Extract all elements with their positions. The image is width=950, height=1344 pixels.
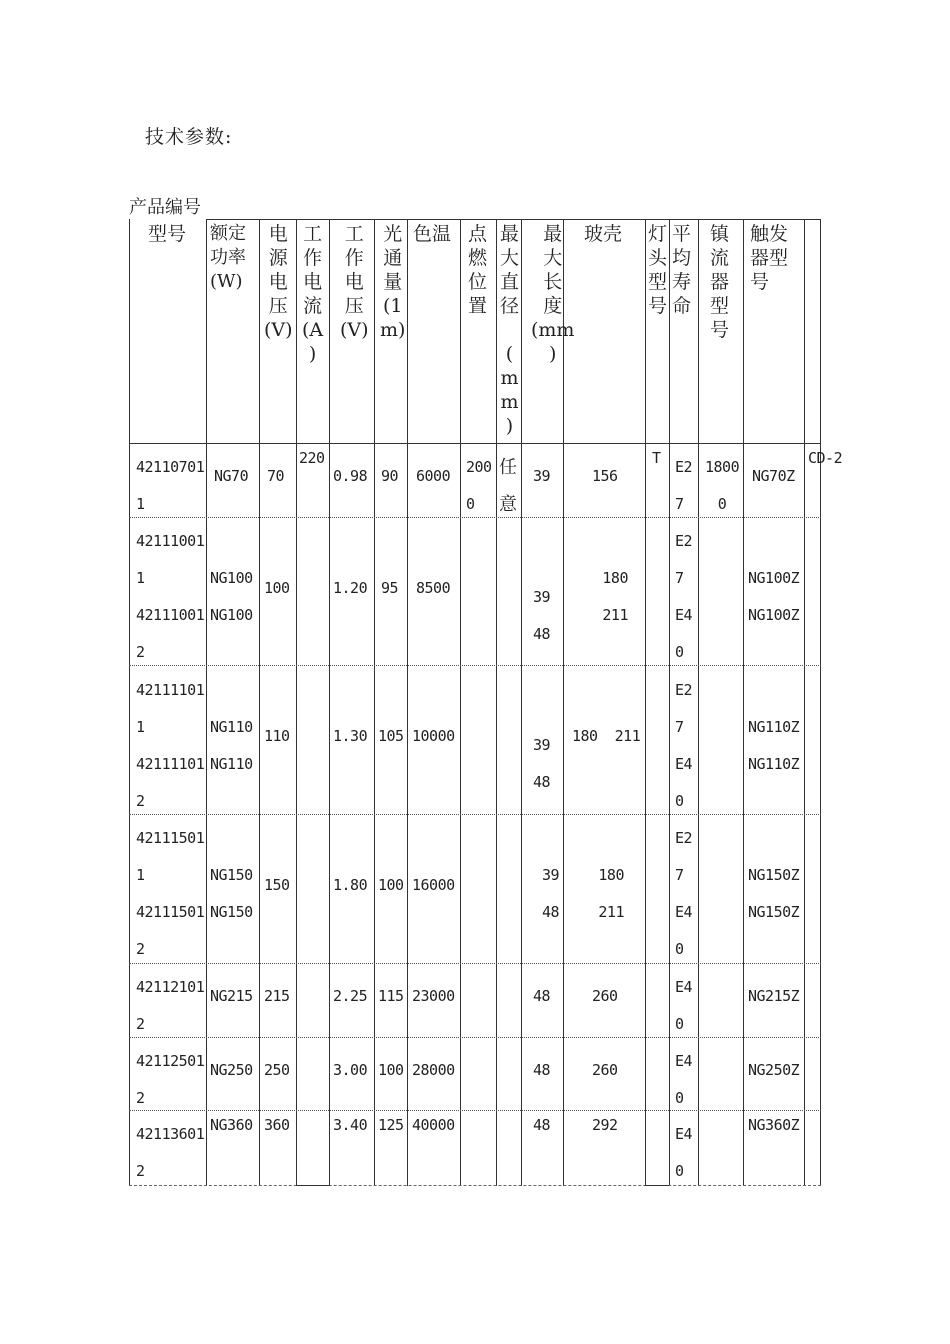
table-cell: 42111501 1 42111501 2: [136, 829, 205, 958]
table-cell: 200 0: [466, 458, 492, 513]
table-cell: 156: [592, 467, 618, 485]
table-cell: 2.25: [333, 987, 368, 1005]
table-cell: 95: [381, 579, 399, 597]
table-cell: 115: [378, 987, 404, 1005]
table-cell: E2 7 E4 0: [675, 829, 693, 958]
table-cell: 110: [264, 727, 290, 745]
table-cell: 3.40: [333, 1116, 368, 1134]
table-cell: 8500: [416, 579, 451, 597]
header-bulb: 玻壳: [584, 223, 623, 245]
table-cell: 292: [592, 1116, 618, 1134]
table-cell: NG70: [214, 467, 249, 485]
table-cell: 42111101 1 42111101 2: [136, 681, 205, 810]
table-cell: NG150Z NG150Z: [748, 866, 800, 921]
table-cell: E4 0: [675, 1125, 693, 1180]
header-max-diameter: 最 大 直 径 ( m m ): [500, 223, 520, 437]
table-cell: 40000: [412, 1116, 455, 1134]
table-cell: 100: [264, 579, 290, 597]
table-caption: 产品编号: [129, 197, 201, 218]
table-cell: 220: [299, 449, 325, 467]
table-cell: 360: [264, 1116, 290, 1134]
table-cell: 250: [264, 1061, 290, 1079]
table-cell: NG215Z: [748, 987, 800, 1005]
table-cell: 260: [592, 1061, 618, 1079]
table-cell: 180 211: [602, 569, 628, 624]
table-cell: NG360: [210, 1116, 253, 1134]
table-cell: 48: [533, 1061, 551, 1079]
table-cell: E2 7 E4 0: [675, 681, 693, 810]
header-rated-power: 额定 功率 (W): [210, 223, 246, 292]
header-max-length: 最 大 长 度 (mm ): [531, 223, 575, 365]
table-cell: 42113601 2: [136, 1125, 205, 1180]
table-cell: E2 7 E4 0: [675, 532, 693, 661]
table-cell: 42110701 1: [136, 458, 205, 513]
table-cell: E4 0: [675, 1052, 693, 1107]
table-cell: 180 211: [572, 727, 641, 745]
table-cell: 105: [378, 727, 404, 745]
table-cell: CD-2: [808, 449, 843, 467]
table-cell: 260: [592, 987, 618, 1005]
table-cell: 1.80: [333, 876, 368, 894]
table-cell: NG360Z: [748, 1116, 800, 1134]
table-cell: NG215: [210, 987, 253, 1005]
table-cell: E2 7: [675, 458, 693, 513]
table-cell: 39 48: [533, 736, 551, 791]
table-cell: 6000: [416, 467, 451, 485]
table-cell: 3.00: [333, 1061, 368, 1079]
table-cell: 42112501 2: [136, 1052, 205, 1107]
table-cell: 28000: [412, 1061, 455, 1079]
table-cell: 180 211: [598, 866, 624, 921]
page-heading: 技术参数:: [145, 126, 233, 148]
table-cell: 任 意: [499, 457, 517, 515]
table-cell: 1800 0: [705, 458, 740, 513]
table-cell: 10000: [412, 727, 455, 745]
table-cell: 215: [264, 987, 290, 1005]
table-cell: NG100 NG100: [210, 569, 253, 624]
table-cell: 48: [533, 987, 551, 1005]
header-avg-life: 平 均 寿 命: [672, 223, 692, 317]
table-cell: 1.20: [333, 579, 368, 597]
table-cell: 39 48: [533, 588, 551, 643]
table-cell: 1.30: [333, 727, 368, 745]
table-cell: NG100Z NG100Z: [748, 569, 800, 624]
table-cell: 42111001 1 42111001 2: [136, 532, 205, 661]
header-ignition-position: 点 燃 位 置: [468, 223, 488, 317]
table-cell: 23000: [412, 987, 455, 1005]
header-color-temp: 色温: [413, 223, 452, 245]
table-cell: 0.98: [333, 467, 368, 485]
table-cell: NG250: [210, 1061, 253, 1079]
header-ballast: 镇 流 器 型 号: [710, 223, 730, 341]
header-work-voltage: 工 作 电 压 (V): [340, 223, 369, 341]
table-cell: 48: [533, 1116, 551, 1134]
table-cell: 70: [267, 467, 285, 485]
table-cell: T: [652, 449, 661, 467]
header-work-current: 工 作 电 流 (A ): [302, 223, 324, 365]
table-cell: 39: [533, 467, 551, 485]
table-cell: E4 0: [675, 978, 693, 1033]
table-cell: NG70Z: [752, 467, 795, 485]
table-cell: NG250Z: [748, 1061, 800, 1079]
table-cell: 39 48: [541, 866, 559, 921]
table-cell: NG150 NG150: [210, 866, 253, 921]
table-cell: 150: [264, 876, 290, 894]
header-lamp-cap: 灯 头 型 号: [648, 223, 668, 317]
header-supply-voltage: 电 源 电 压 (V): [264, 223, 293, 341]
table-cell: 16000: [412, 876, 455, 894]
header-trigger: 触发 器型 号: [750, 223, 789, 293]
table-cell: 100: [378, 1061, 404, 1079]
table-cell: 100: [378, 876, 404, 894]
table-cell: 42112101 2: [136, 978, 205, 1033]
table-cell: 125: [378, 1116, 404, 1134]
table-cell: NG110 NG110: [210, 718, 253, 773]
table-cell: NG110Z NG110Z: [748, 718, 800, 773]
header-luminous-flux: 光 通 量 (1 m): [380, 223, 406, 341]
table-cell: 90: [381, 467, 399, 485]
header-model: 型号: [148, 223, 187, 245]
